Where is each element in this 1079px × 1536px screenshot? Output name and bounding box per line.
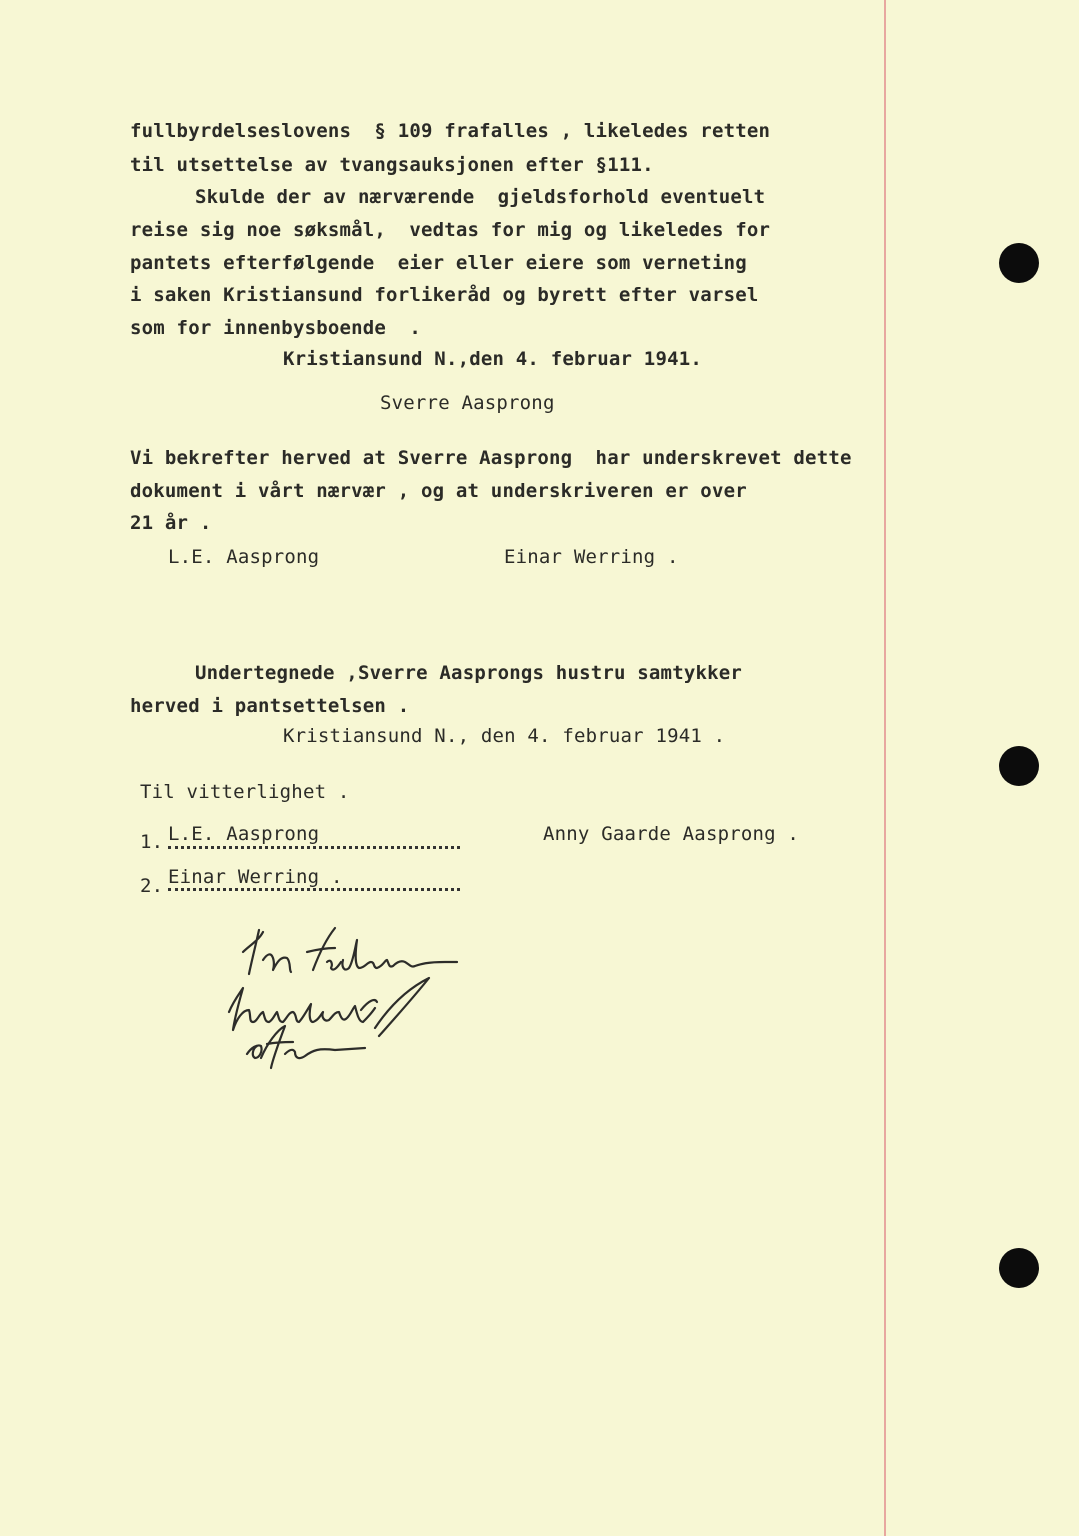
handwritten-note-in-fidem	[215, 918, 475, 1078]
paragraph2-line4: i saken Kristiansund forlikeråd og byrett efter varsel	[130, 284, 759, 306]
consent-line1: Undertegnede ,Sverre Aasprongs hustru samtykker	[195, 662, 743, 684]
witness-b-name: Einar Werring .	[504, 546, 679, 568]
attester-1-signature-line	[168, 846, 460, 849]
attester-2-signature-line	[168, 888, 460, 891]
paragraph2-line1: Skulde der av nærværende gjeldsforhold eventuelt	[195, 186, 766, 208]
spouse-signature: Anny Gaarde Aasprong .	[543, 823, 800, 845]
paragraph1-line2: til utsettelse av tvangsauksjonen efter §111.	[130, 154, 654, 176]
punch-hole-bottom	[999, 1248, 1039, 1288]
paragraph2-line2: reise sig noe søksmål, vedtas for mig og likeledes for	[130, 219, 771, 241]
red-margin-line	[884, 0, 886, 1536]
witness-statement-line1: Vi bekrefter herved at Sverre Aasprong har underskrevet dette	[130, 447, 852, 469]
paragraph2-line3: pantets efterfølgende eier eller eiere som verneting	[130, 252, 747, 274]
attester-2-number: 2.	[140, 875, 164, 897]
witness-a-name: L.E. Aasprong	[168, 546, 320, 568]
attester-2-name: Einar Werring .	[168, 866, 343, 888]
punch-hole-middle	[999, 746, 1039, 786]
place-date-1: Kristiansund N.,den 4. februar 1941.	[283, 348, 703, 370]
signer-name: Sverre Aasprong	[380, 392, 555, 414]
witness-statement-line3: 21 år .	[130, 512, 212, 534]
attestation-heading: Til vitterlighet .	[140, 781, 350, 803]
paragraph1-line1: fullbyrdelseslovens § 109 frafalles , likeledes retten	[130, 120, 771, 142]
attester-1-number: 1.	[140, 831, 164, 853]
place-date-2: Kristiansund N., den 4. februar 1941 .	[283, 725, 726, 747]
attester-1-name: L.E. Aasprong	[168, 823, 320, 845]
punch-hole-top	[999, 243, 1039, 283]
consent-line2: herved i pantsettelsen .	[130, 695, 410, 717]
witness-statement-line2: dokument i vårt nærvær , og at underskriveren er over	[130, 480, 747, 502]
paragraph2-line5: som for innenbysboende .	[130, 317, 421, 339]
